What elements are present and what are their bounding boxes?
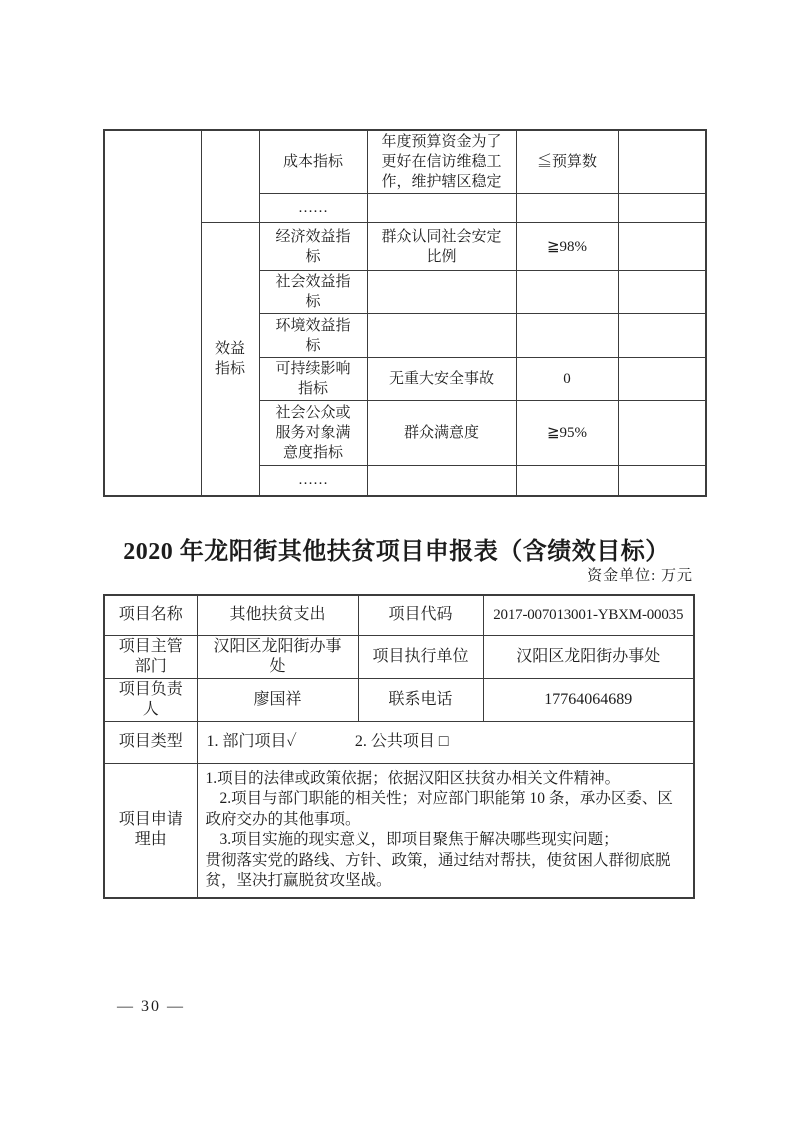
indicator-name: 社会效益指标	[275, 274, 351, 310]
indicator-name-cell	[259, 130, 367, 194]
indicator-name-cell	[259, 358, 367, 401]
project-code: 2017-007013001-YBXM-00035	[493, 607, 684, 624]
manager-label-cell	[104, 678, 197, 721]
indicator-value-cell	[618, 194, 706, 223]
indicator-description-cell	[367, 194, 516, 223]
indicator-target-cell	[516, 271, 618, 314]
indicator-name: 社会公众或服务对象满意度指标	[275, 405, 351, 461]
indicator-description-cell	[367, 223, 516, 271]
indicator-target-cell	[516, 314, 618, 358]
indicator-category-cell	[104, 130, 201, 496]
phone-value-cell: 17764064689	[483, 678, 694, 721]
performance-indicators-table	[103, 129, 707, 497]
table-row	[104, 595, 694, 635]
indicator-name: 环境效益指标	[275, 317, 351, 354]
dept-label-cell	[104, 635, 197, 678]
project-name-label-cell: 项目名称	[104, 595, 197, 635]
manager-value-cell: 廖国祥	[197, 678, 358, 721]
indicator-target-cell	[516, 466, 618, 496]
project-type-options-cell	[197, 721, 694, 763]
check-icon: ✓	[286, 733, 297, 750]
indicator-name-cell	[259, 223, 367, 271]
dept-project-option	[207, 733, 297, 750]
form-title: 2020 年龙阳街其他扶贫项目申报表（含绩效目标）	[123, 539, 670, 565]
dept-value-cell	[197, 635, 358, 678]
indicator-value-cell	[618, 130, 706, 194]
empty-checkbox-icon: □	[438, 733, 449, 750]
indicator-description-cell	[367, 358, 516, 401]
reason-line: 2.项目与部门职能的相关性；对应部门职能第 10 条，承办区委、区政府交办的其他事项。	[205, 790, 673, 828]
benefit-group-label: 效益指标	[214, 340, 245, 377]
indicator-target-cell: ≧95%	[516, 401, 618, 466]
reason-line: 3.项目实施的现实意义，即项目聚焦于解决哪些现实问题；	[219, 831, 619, 848]
table-row	[104, 763, 694, 898]
indicator-row	[104, 130, 706, 194]
manager-label: 项目负责人	[118, 680, 183, 718]
public-project-option-label: 2. 公共项目	[354, 733, 435, 750]
indicator-target-cell: ≦预算数	[516, 130, 618, 194]
indicator-description-cell	[367, 314, 516, 358]
application-reason-text-cell	[197, 763, 694, 898]
indicator-description-cell	[367, 401, 516, 466]
project-code-value-cell	[483, 595, 694, 635]
indicator-description-cell	[367, 271, 516, 314]
indicator-description-cell	[367, 466, 516, 496]
indicator-value-cell	[618, 314, 706, 358]
indicator-value-cell	[618, 223, 706, 271]
unit-note: 资金单位: 万元	[587, 568, 693, 584]
page-number: — 30 —	[117, 998, 185, 1015]
indicator-value-cell	[618, 271, 706, 314]
dept-project-option-label: 1. 部门项目	[206, 733, 287, 750]
indicator-name-cell	[259, 271, 367, 314]
indicator-group-benefit-cell	[201, 223, 259, 496]
application-reason-label-cell	[104, 763, 197, 898]
project-application-table	[103, 594, 695, 899]
application-reason-label: 项目申请理由	[118, 811, 183, 848]
exec-unit-label-cell: 项目执行单位	[358, 635, 483, 678]
indicator-description-cell	[367, 130, 516, 194]
indicator-name: 经济效益指标	[275, 228, 351, 265]
indicator-target-cell: ≧98%	[516, 223, 618, 271]
indicator-name-cell	[259, 401, 367, 466]
project-name-value-cell: 其他扶贫支出	[197, 595, 358, 635]
exec-unit-value-cell: 汉阳区龙阳街办事处	[483, 635, 694, 678]
indicator-value-cell	[618, 358, 706, 401]
indicator-description: 年度预算资金为了更好在信访维稳工作，维护辖区稳定	[381, 134, 502, 190]
reason-line: 1.项目的法律或政策依据；依据汉阳区扶贫办相关文件精神。	[205, 769, 621, 787]
indicator-name: 可持续影响指标	[275, 361, 351, 397]
reason-line: 贯彻落实党的路线、方针、政策，通过结对帮扶，使贫困人群彻底脱贫，坚决打赢脱贫攻坚战。	[205, 851, 671, 889]
table-row	[104, 678, 694, 721]
indicator-group-upper-cell	[201, 130, 259, 223]
indicator-name: 成本指标	[282, 154, 343, 170]
indicator-description: 无重大安全事故	[388, 371, 494, 387]
table-row	[104, 635, 694, 678]
dept-label: 项目主管部门	[118, 637, 183, 675]
indicator-target-cell	[516, 194, 618, 223]
indicator-value-cell	[618, 401, 706, 466]
dept-value: 汉阳区龙阳街办事处	[213, 637, 342, 675]
table-row	[104, 721, 694, 763]
public-project-option	[355, 733, 449, 750]
indicator-target-cell: 0	[516, 358, 618, 401]
project-code-label-cell: 项目代码	[358, 595, 483, 635]
indicator-description: 群众满意度	[403, 425, 479, 441]
phone-label-cell: 联系电话	[358, 678, 483, 721]
indicator-name-cell: ……	[259, 466, 367, 496]
project-type-label-cell: 项目类型	[104, 721, 197, 763]
indicator-description: 群众认同社会安定比例	[381, 228, 502, 265]
indicator-name-cell: ……	[259, 194, 367, 223]
indicator-name-cell	[259, 314, 367, 358]
indicator-value-cell	[618, 466, 706, 496]
